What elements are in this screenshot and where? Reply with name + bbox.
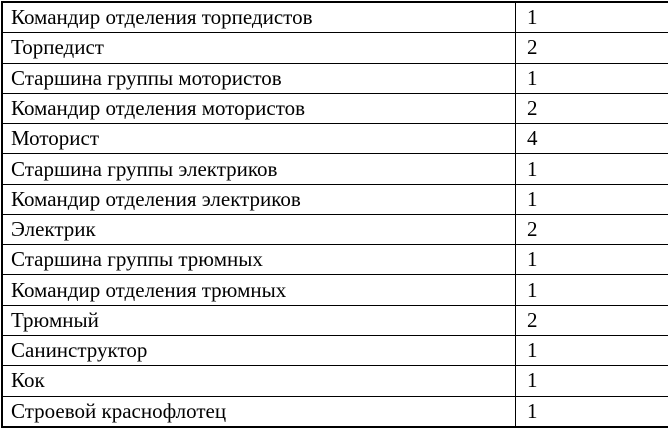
position-cell: Командир отделения мотористов [2,93,516,123]
position-cell: Командир отделения электриков [2,184,516,214]
table-row [2,154,668,184]
table-row [2,33,668,63]
position-cell: Моторист [2,124,516,154]
count-cell: 1 [516,396,668,427]
table-row [2,245,668,275]
count-cell: 1 [516,366,668,396]
count-cell: 2 [516,214,668,244]
table-row [2,93,668,123]
position-cell: Трюмный [2,305,516,335]
count-cell: 1 [516,2,668,33]
count-cell: 1 [516,245,668,275]
position-cell: Кок [2,366,516,396]
table-row [2,2,668,33]
count-cell: 1 [516,336,668,366]
position-cell: Электрик [2,214,516,244]
position-cell: Торпедист [2,33,516,63]
count-cell: 1 [516,154,668,184]
count-cell: 2 [516,305,668,335]
table-row [2,305,668,335]
crew-roster-body [2,2,668,427]
table-row [2,396,668,427]
position-cell: Командир отделения трюмных [2,275,516,305]
table-row [2,366,668,396]
position-cell: Старшина группы электриков [2,154,516,184]
table-row [2,214,668,244]
table-row [2,63,668,93]
table-row [2,124,668,154]
position-cell: Старшина группы мотористов [2,63,516,93]
position-cell: Строевой краснофлотец [2,396,516,427]
count-cell: 4 [516,124,668,154]
table-row [2,184,668,214]
count-cell: 1 [516,184,668,214]
table-row [2,275,668,305]
position-cell: Санинструктор [2,336,516,366]
count-cell: 2 [516,33,668,63]
position-cell: Старшина группы трюмных [2,245,516,275]
crew-roster-table [1,1,668,428]
count-cell: 1 [516,275,668,305]
table-row [2,336,668,366]
count-cell: 2 [516,93,668,123]
count-cell: 1 [516,63,668,93]
position-cell: Командир отделения торпедистов [2,2,516,33]
